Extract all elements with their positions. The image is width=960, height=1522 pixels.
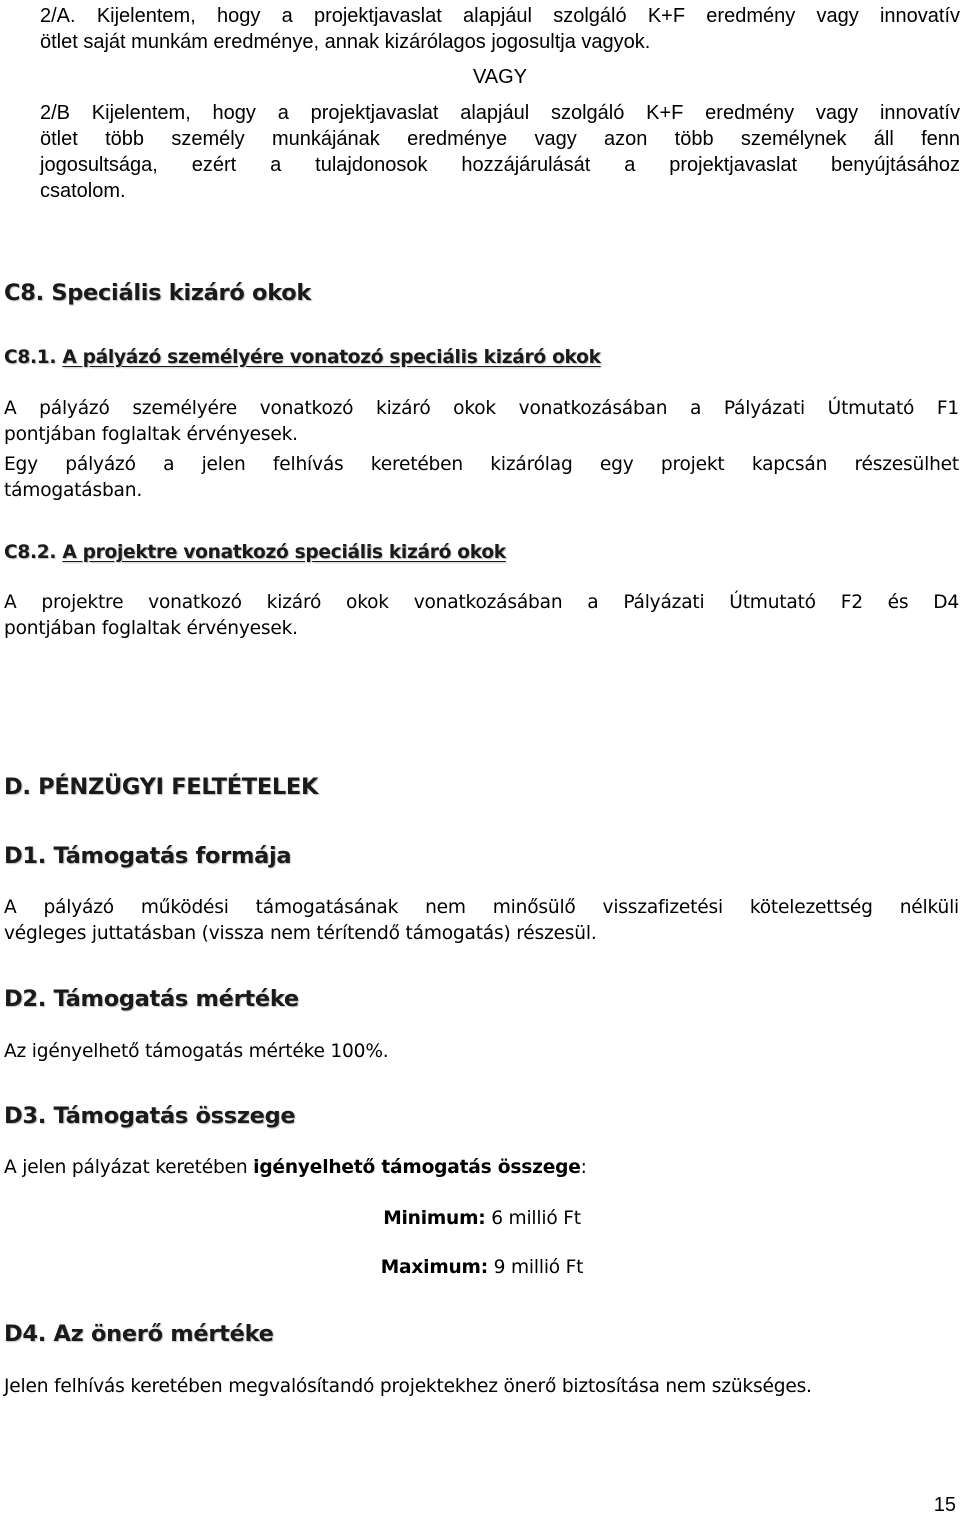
section-d1-heading: D1. Támogatás formája	[4, 843, 292, 869]
c81-paragraph1-line1: A pályázó személyére vonatkozó kizáró okok vonatkozásában a Pályázati Útmutató F1	[4, 398, 959, 419]
d3-maximum-label: Maximum:	[380, 1257, 488, 1278]
section-d2-heading: D2. Támogatás mértéke	[4, 986, 299, 1012]
d4-paragraph: Jelen felhívás keretében megvalósítandó projektekhez önerő biztosítása nem szükséges.	[4, 1376, 812, 1397]
c81-paragraph2-line2: támogatásban.	[4, 480, 143, 501]
section-c81-title: A pályázó személyére vonatozó speciális kizáró okok	[62, 347, 601, 368]
statement-2b-line3: jogosultsága, ezért a tulajdonosok hozzájárulását a projektjavaslat benyújtásához	[40, 154, 960, 176]
section-c82-number: C8.2.	[4, 542, 57, 563]
or-separator: VAGY	[472, 66, 528, 88]
d2-paragraph: Az igényelhető támogatás mértéke 100%.	[4, 1041, 389, 1062]
d1-paragraph-line2: végleges juttatásban (vissza nem térítendő támogatás) részesül.	[4, 923, 597, 944]
statement-2b-line1: 2/B Kijelentem, hogy a projektjavaslat alapjául szolgáló K+F eredmény vagy innovatív	[40, 102, 960, 124]
d3-minimum-value: 6 millió Ft	[485, 1208, 581, 1229]
c82-paragraph-line1: A projektre vonatkozó kizáró okok vonatkozásában a Pályázati Útmutató F2 és D4	[4, 592, 959, 613]
c81-paragraph2-line1: Egy pályázó a jelen felhívás keretében kizárólag egy projekt kapcsán részesülhet	[4, 454, 959, 475]
page-number: 15	[933, 1494, 956, 1516]
section-d3-heading: D3. Támogatás összege	[4, 1103, 296, 1129]
d3-text-suffix: :	[580, 1157, 587, 1178]
d3-paragraph	[4, 1155, 587, 1181]
d3-minimum	[0, 1206, 960, 1232]
statement-2a-line1: 2/A. Kijelentem, hogy a projektjavaslat alapjául szolgáló K+F eredmény vagy innovatív	[40, 5, 960, 27]
statement-2b-line2: ötlet több személy munkájának eredménye vagy azon több személynek áll fenn	[40, 128, 960, 150]
d3-maximum	[0, 1255, 960, 1281]
d1-paragraph-line1: A pályázó működési támogatásának nem minősülő visszafizetési kötelezettség nélküli	[4, 897, 959, 918]
section-c82-title: A projektre vonatkozó speciális kizáró okok	[62, 542, 506, 563]
d3-text-prefix: A jelen pályázat keretében	[4, 1157, 254, 1178]
d3-minimum-label: Minimum:	[383, 1208, 486, 1229]
section-c81-heading	[4, 345, 601, 371]
statement-2b-line4: csatolom.	[40, 180, 126, 202]
section-d-heading: D. PÉNZÜGYI FELTÉTELEK	[4, 774, 319, 800]
c82-paragraph-line2: pontjában foglaltak érvényesek.	[4, 618, 298, 639]
section-c82-heading	[4, 540, 506, 566]
d3-text-bold: igényelhető támogatás összege	[253, 1157, 581, 1178]
section-c81-number: C8.1.	[4, 347, 57, 368]
section-c8-heading: C8. Speciális kizáró okok	[4, 280, 312, 306]
section-d4-heading: D4. Az önerő mértéke	[4, 1321, 274, 1347]
statement-2a-line2: ötlet saját munkám eredménye, annak kizárólagos jogosultja vagyok.	[40, 31, 651, 53]
d3-maximum-value: 9 millió Ft	[487, 1257, 584, 1278]
c81-paragraph1-line2: pontjában foglaltak érvényesek.	[4, 424, 298, 445]
